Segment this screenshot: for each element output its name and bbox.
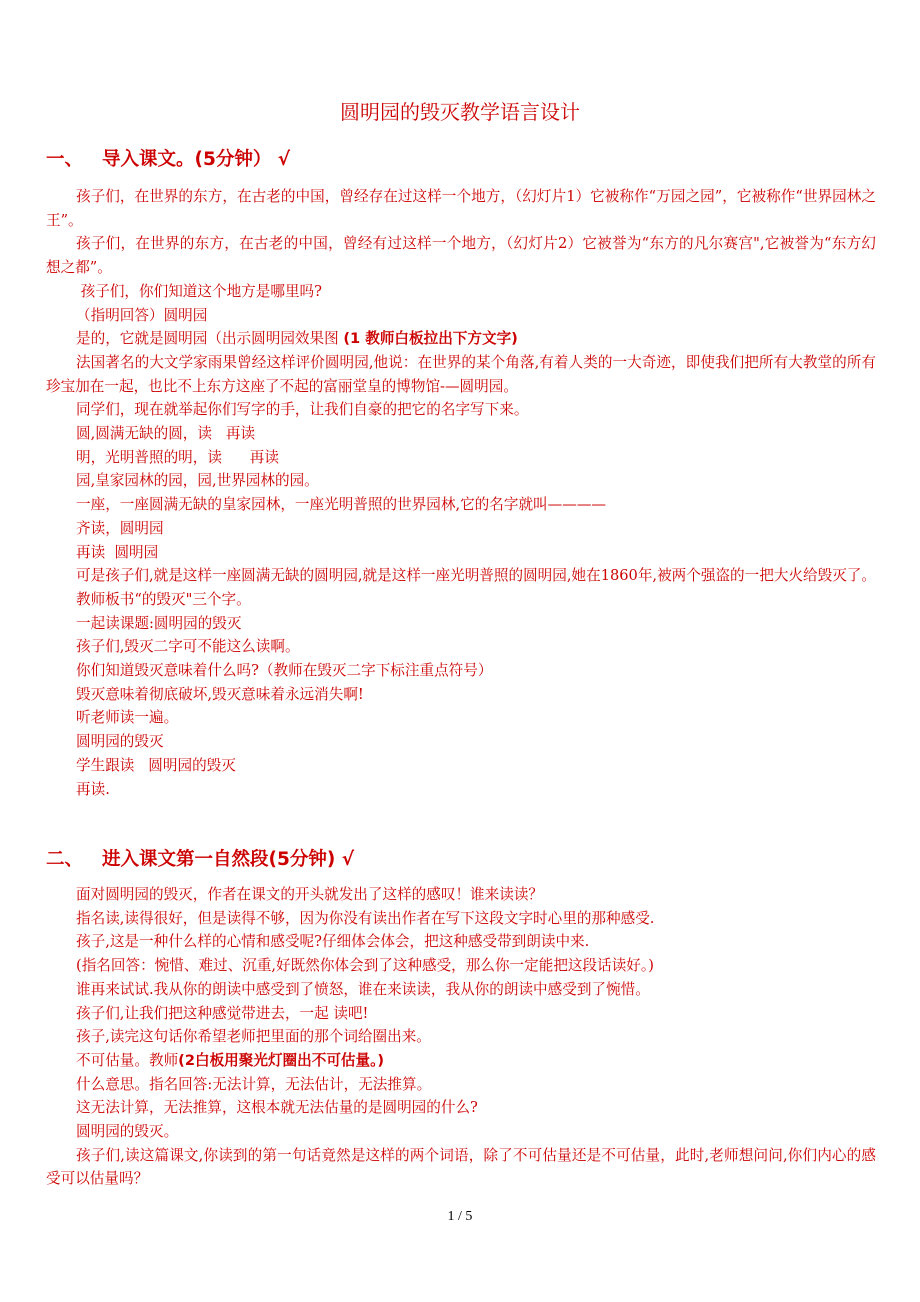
paragraph-text: 孩子们,毁灭二字可不能这么读啊。: [76, 638, 300, 656]
paragraph: [46, 232, 876, 279]
paragraph: [46, 730, 876, 754]
paragraph: [46, 541, 876, 565]
paragraph-text: （指明回答）圆明园: [76, 306, 208, 324]
section-2-title: 进入课文第一自然段(5分钟) √: [102, 849, 355, 870]
paragraph-text: 明，光明普照的明，读 再读: [76, 448, 279, 466]
document-title: 圆明园的毁灭教学语言设计: [340, 100, 580, 124]
paragraph-text: 毁灭意味着彻底破坏,毁灭意味着永远消失啊!: [76, 685, 364, 703]
paragraph-text: 不可估量。教师: [76, 1051, 179, 1069]
paragraph: [46, 612, 876, 636]
paragraph-text: 谁再来试试.我从你的朗读中感受到了愤怒，谁在来读读，我从你的朗读中感受到了惋惜。: [76, 980, 650, 998]
paragraph-text: 园,皇家园林的园，园,世界园林的园。: [76, 472, 319, 490]
paragraph-emphasis: (1 教师白板拉出下方文字): [343, 330, 518, 348]
paragraph-text: 孩子,读完这句话你希望老师把里面的那个词给圈出来。: [76, 1028, 431, 1046]
paragraph-text: 可是孩子们,就是这样一座圆满无缺的圆明园,就是这样一座光明普照的圆明园,她在1860年,被两个强盗的一把大火给毁灭了。: [76, 567, 876, 585]
paragraph: [46, 304, 876, 328]
section-2-heading: [46, 846, 354, 874]
paragraph-text: 指名读,读得很好，但是读得不够，因为你没有读出作者在写下这段文字时心里的那种感受.: [76, 909, 655, 927]
section-2-number: 二、: [46, 849, 84, 870]
paragraph-text: 面对圆明园的毁灭，作者在课文的开头就发出了这样的感叹！谁来读读？: [76, 886, 544, 903]
paragraph-text: 圆,圆满无缺的圆，读 再读: [76, 425, 256, 443]
paragraph: [46, 469, 876, 493]
paragraph: [46, 185, 876, 232]
paragraph-text: 一起读课题:圆明园的毁灭: [76, 614, 242, 632]
paragraph-text: 孩子们，在世界的东方，在古老的中国，曾经存在过这样一个地方，（幻灯片1）它被称作“万园之园”，它被称作“世界园林之王”。: [46, 188, 876, 229]
paragraph-text: 圆明园的毁灭。: [76, 1123, 179, 1141]
paragraph: [46, 683, 876, 707]
paragraph: [46, 280, 876, 304]
paragraph: [46, 907, 876, 931]
section-1-number: 一、: [46, 149, 84, 170]
paragraph-text: 齐读，圆明园: [76, 519, 164, 537]
paragraph: [46, 1025, 876, 1049]
paragraph: [46, 493, 876, 517]
paragraph-text: 法国著名的大文学家雨果曾经这样评价圆明园,他说：在世界的某个角落,有着人类的一大奇迹，即使我们把所有大教堂的所有珍宝加在一起，也比不上东方这座了不起的富丽堂皇的博物馆-—圆明园。: [46, 353, 876, 395]
paragraph: [46, 446, 876, 470]
paragraph: [46, 659, 876, 683]
paragraph-text: 孩子,这是一种什么样的心情和感受呢?仔细体会体会，把这种感受带到朗读中来.: [76, 933, 590, 951]
paragraph-text: 什么意思。指名回答:无法计算，无法估计，无法推算。: [76, 1075, 432, 1093]
paragraph-text: 圆明园的毁灭: [76, 733, 164, 751]
paragraph: [46, 564, 876, 588]
paragraph: [46, 883, 876, 907]
paragraph-text: 学生跟读 圆明园的毁灭: [76, 756, 236, 774]
section-2-body: [46, 883, 876, 1191]
paragraph: [46, 588, 876, 612]
paragraph: [46, 327, 876, 351]
paragraph-text: 同学们，现在就举起你们写字的手，让我们自豪的把它的名字写下来。: [76, 401, 529, 419]
paragraph: [46, 778, 876, 802]
paragraph-text: 教师板书“的毁灭"三个字。: [76, 590, 251, 608]
paragraph-text: 孩子们，你们知道这个地方是哪里吗?: [76, 282, 322, 300]
paragraph: [46, 635, 876, 659]
paragraph: [46, 954, 876, 978]
paragraph: [46, 706, 876, 730]
paragraph: [46, 978, 876, 1002]
paragraph-text: 再读.: [76, 780, 110, 798]
paragraph: [46, 1144, 876, 1191]
paragraph-text: 孩子们，在世界的东方，在古老的中国，曾经有过这样一个地方，（幻灯片2）它被誉为“东方的凡尔赛宫",它被誉为“东方幻想之都”。: [46, 235, 876, 277]
paragraph: [46, 1002, 876, 1026]
paragraph-text: 是的，它就是圆明园（出示圆明园效果图: [76, 330, 344, 348]
paragraph-text: 听老师读一遍。: [76, 709, 179, 727]
section-1-heading: [46, 146, 290, 174]
paragraph: [46, 930, 876, 954]
paragraph-text: 再读 圆明园: [76, 543, 159, 561]
page-number: 1 / 5: [447, 1209, 473, 1224]
paragraph: [46, 754, 876, 778]
paragraph: [46, 351, 876, 398]
section-1-title: 导入课文。(5分钟） √: [102, 149, 291, 170]
paragraph-text: 孩子们,读这篇课文,你读到的第一句话竟然是这样的两个词语，除了不可估量还是不可估量，此时,老师想问问,你们内心的感受可以估量吗？: [46, 1146, 876, 1188]
paragraph: [46, 517, 876, 541]
paragraph: [46, 1096, 876, 1120]
paragraph: [46, 1120, 876, 1144]
paragraph-text: 你们知道毁灭意味着什么吗?（教师在毁灭二字下标注重点符号）: [76, 662, 493, 680]
paragraph: [46, 422, 876, 446]
paragraph-text: (指名回答：惋惜、难过、沉重,好既然你体会到了这种感受，那么你一定能把这段话读好。): [76, 957, 654, 975]
paragraph: [46, 398, 876, 422]
paragraph-text: 一座，一座圆满无缺的皇家园林，一座光明普照的世界园林,它的名字就叫————: [76, 496, 607, 514]
section-1-body: [46, 185, 876, 801]
paragraph: [46, 1049, 876, 1073]
paragraph-emphasis: (2白板用聚光灯圈出不可估量。): [178, 1051, 385, 1069]
paragraph-text: 孩子们,让我们把这种感觉带进去，一起 读吧!: [76, 1004, 369, 1022]
paragraph-text: 这无法计算，无法推算，这根本就无法估量的是圆明园的什么?: [76, 1099, 478, 1117]
paragraph: [46, 1073, 876, 1097]
